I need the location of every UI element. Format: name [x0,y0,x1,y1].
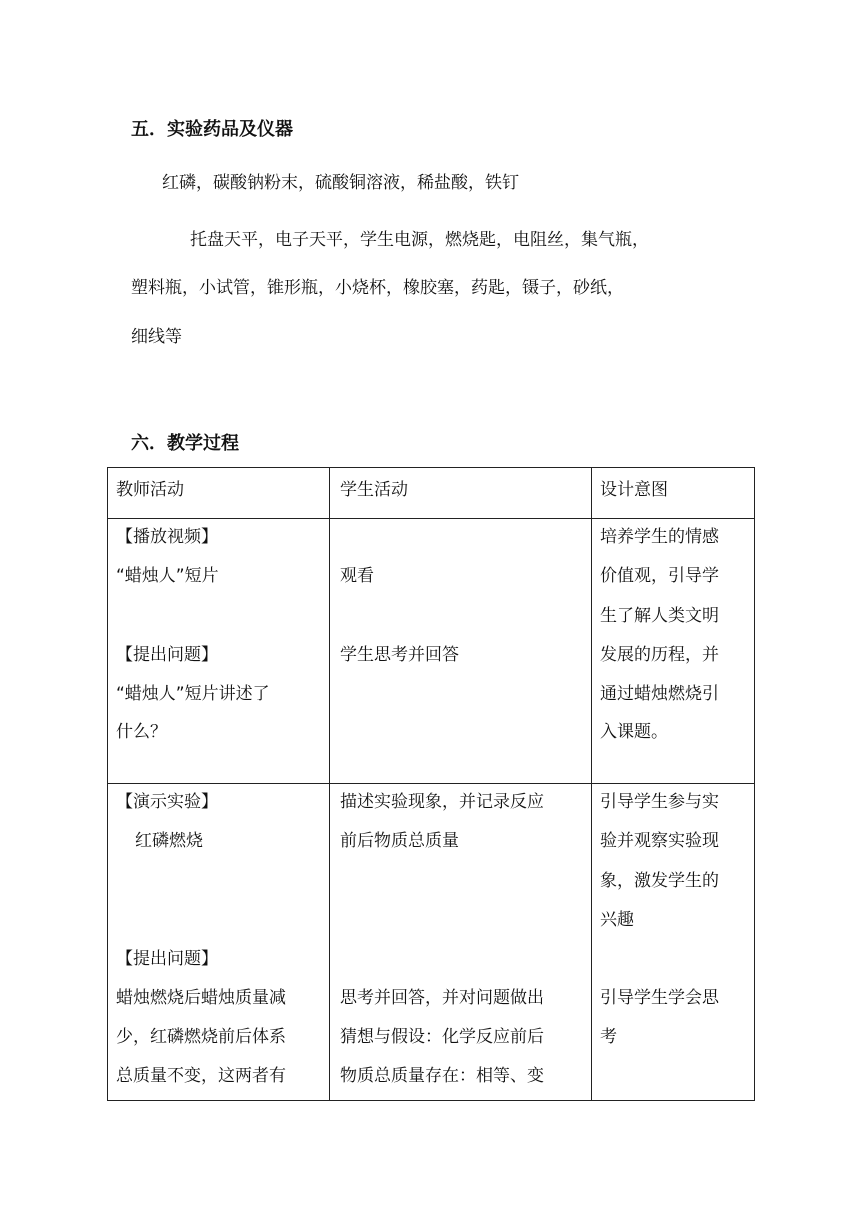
cell-line: 通过蜡烛燃烧引 [600,684,719,704]
cell-line: 蜡烛燃烧后蜡烛质量减 [116,988,286,1008]
table-row [108,519,755,784]
cell-line: 入课题。 [600,722,668,742]
cell-line: 引导学生学会思 [600,988,719,1008]
cell-line: 【播放视频】 [116,527,218,547]
cell-line: 什么？ [116,722,167,742]
section6-title: 六．教学过程 [131,433,239,454]
cell-line: 引导学生参与实 [600,792,719,812]
instruments-line-2: 塑料瓶，小试管，锥形瓶，小烧杯，橡胶塞，药匙，镊子，砂纸， [131,278,624,298]
cell-line: 生了解人类文明 [600,606,719,626]
cell-line: 描述实验现象，并记录反应 [340,792,544,812]
section5-title: 五．实验药品及仪器 [131,119,293,140]
cell-line: “蜡烛人”短片讲述了 [116,684,270,704]
instruments-line-1: 托盘天平，电子天平，学生电源，燃烧匙，电阻丝，集气瓶， [190,230,649,250]
cell-line: 验并观察实验现 [600,831,719,851]
row2-student-cell [330,784,592,1101]
header-design-intent: 设计意图 [592,468,755,519]
header-teacher-activity: 教师活动 [108,468,330,519]
cell-line: 学生思考并回答 [340,645,459,665]
cell-line: 前后物质总质量 [340,831,459,851]
cell-line: 观看 [340,566,374,586]
row2-intent-cell [592,784,755,1101]
cell-line: 发展的历程，并 [600,645,719,665]
cell-line: 【提出问题】 [116,645,218,665]
cell-line: 思考并回答，并对问题做出 [340,988,544,1008]
cell-line: 考 [600,1027,617,1047]
cell-line: 红磷燃烧 [135,831,203,851]
header-student-activity: 学生活动 [330,468,592,519]
row2-teacher-cell [108,784,330,1101]
row1-student-cell [330,519,592,784]
cell-line: 价值观，引导学 [600,566,719,586]
cell-line: 象，激发学生的 [600,871,719,891]
cell-line: 兴趣 [600,910,634,930]
cell-line: “蜡烛人”短片 [116,566,219,586]
cell-line: 【提出问题】 [116,949,218,969]
instruments-line-3: 细线等 [131,327,182,347]
cell-line: 猜想与假设：化学反应前后 [340,1027,544,1047]
table-header-row [108,468,755,519]
table-row [108,784,755,1101]
chemicals-list: 红磷，碳酸钠粉末，硫酸铜溶液，稀盐酸，铁钉 [162,173,519,193]
cell-line: 物质总质量存在：相等、变 [340,1066,544,1086]
cell-line: 少，红磷燃烧前后体系 [116,1027,286,1047]
row1-teacher-cell [108,519,330,784]
row1-intent-cell [592,519,755,784]
teaching-process-table [107,467,755,1101]
cell-line: 培养学生的情感 [600,527,719,547]
cell-line: 【演示实验】 [116,792,218,812]
cell-line: 总质量不变，这两者有 [116,1066,286,1086]
